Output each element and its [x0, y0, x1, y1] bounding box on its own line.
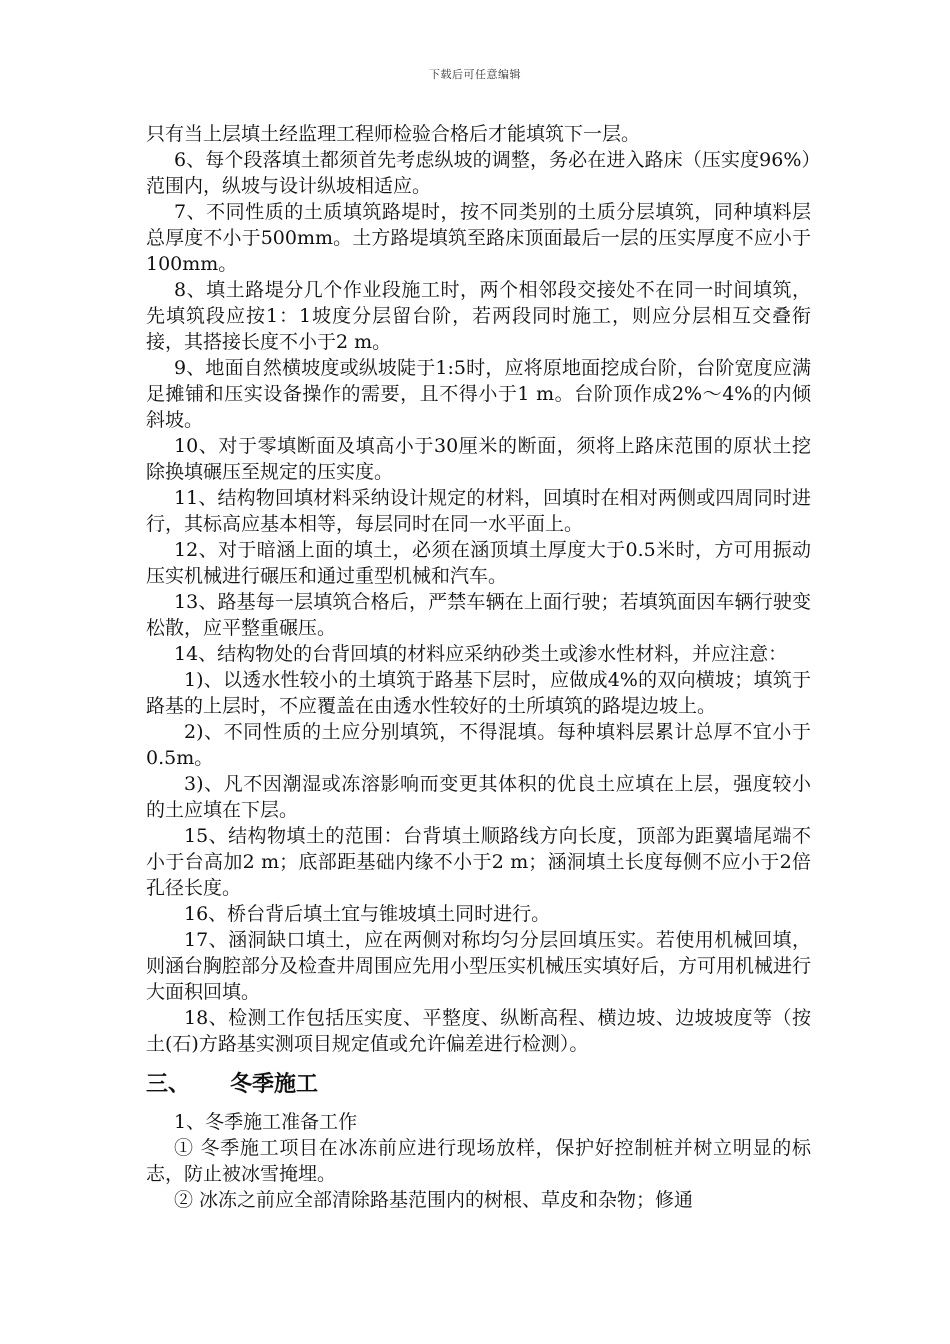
body-paragraph: 11、结构物回填材料采纳设计规定的材料，回填时在相对两侧或四周同时进行，其标高应基本相等，每层同时在同一水平面上。 — [146, 487, 811, 535]
body-paragraph: 13、路基每一层填筑合格后，严禁车辆在上面行驶；若填筑面因车辆行驶变松散，应平整重碾压。 — [146, 591, 811, 639]
body-paragraph: 1)、以透水性较小的土填筑于路基下层时，应做成4%的双向横坡；填筑于路基的上层时，不应覆盖在由透水性较好的土所填筑的路堤边坡上。 — [146, 669, 811, 717]
section-title: 冬季施工 — [230, 1071, 319, 1097]
body-paragraph: 16、桥台背后填土宜与锥坡填土同时进行。 — [184, 903, 551, 925]
body-paragraph: 17、涵洞缺口填土，应在两侧对称均匀分层回填压实。若使用机械回填，则涵台胸腔部分及检查井周围应先用小型压实机械压实填好后，方可用机械进行大面积回填。 — [146, 929, 812, 1003]
paragraph-list — [146, 121, 811, 1057]
body-paragraph: ① 冬季施工项目在冰冻前应进行现场放样，保护好控制桩并树立明显的标志，防止被冰雪掩埋。 — [146, 1137, 811, 1185]
body-paragraph: 14、结构物处的台背回填的材料应采纳砂类土或渗水性材料，并应注意： — [174, 643, 788, 665]
body-paragraph: 9、地面自然横坡度或纵坡陡于1:5时，应将原地面挖成台阶，台阶宽度应满足摊铺和压实设备操作的需要，且不得小于1 m。台阶顶作成2%～4%的内倾斜坡。 — [146, 357, 811, 431]
body-paragraph: 2)、不同性质的土应分别填筑，不得混填。每种填料层累计总厚不宜小于0.5m。 — [146, 721, 811, 769]
body-paragraph: ② 冰冻之前应全部清除路基范围内的树根、草皮和杂物；修通 — [174, 1189, 694, 1211]
section-number: 三、 — [146, 1071, 191, 1097]
section-paragraph-list — [146, 1109, 811, 1213]
body-paragraph: 1、冬季施工准备工作 — [174, 1111, 358, 1133]
body-paragraph: 18、检测工作包括压实度、平整度、纵断高程、横边坡、边坡坡度等（按土(石)方路基实测项目规定值或允许偏差进行检测）。 — [146, 1007, 811, 1055]
body-paragraph: 只有当上层填土经监理工程师检验合格后才能填筑下一层。 — [146, 123, 641, 145]
page-header-note: 下载后可任意编辑 — [429, 68, 521, 81]
body-paragraph: 8、填土路堤分几个作业段施工时，两个相邻段交接处不在同一时间填筑，先填筑段应按1：1坡度分层留台阶，若两段同时施工，则应分层相互交叠衔接，其搭接长度不小于2 m。 — [146, 279, 811, 353]
document-body — [146, 121, 811, 1213]
body-paragraph: 6、每个段落填土都须首先考虑纵坡的调整，务必在进入路床（压实度96%）范围内，纵坡与设计纵坡相适应。 — [146, 149, 811, 197]
section-heading — [146, 1069, 811, 1099]
body-paragraph: 12、对于暗涵上面的填土，必须在涵顶填土厚度大于0.5米时，方可用振动压实机械进行碾压和通过重型机械和汽车。 — [146, 539, 811, 587]
body-paragraph: 7、不同性质的土质填筑路堤时，按不同类别的土质分层填筑，同种填料层总厚度不小于500mm。土方路堤填筑至路床顶面最后一层的压实厚度不应小于100mm。 — [146, 201, 811, 275]
body-paragraph: 3)、凡不因潮湿或冻溶影响而变更其体积的优良土应填在上层，强度较小的土应填在下层。 — [146, 773, 811, 821]
body-paragraph: 15、结构物填土的范围：台背填土顺路线方向长度，顶部为距翼墙尾端不小于台高加2 m；底部距基础内缘不小于2 m；涵洞填土长度每侧不应小于2倍孔径长度。 — [146, 825, 811, 899]
body-paragraph: 10、对于零填断面及填高小于30厘米的断面，须将上路床范围的原状土挖除换填碾压至规定的压实度。 — [146, 435, 811, 483]
